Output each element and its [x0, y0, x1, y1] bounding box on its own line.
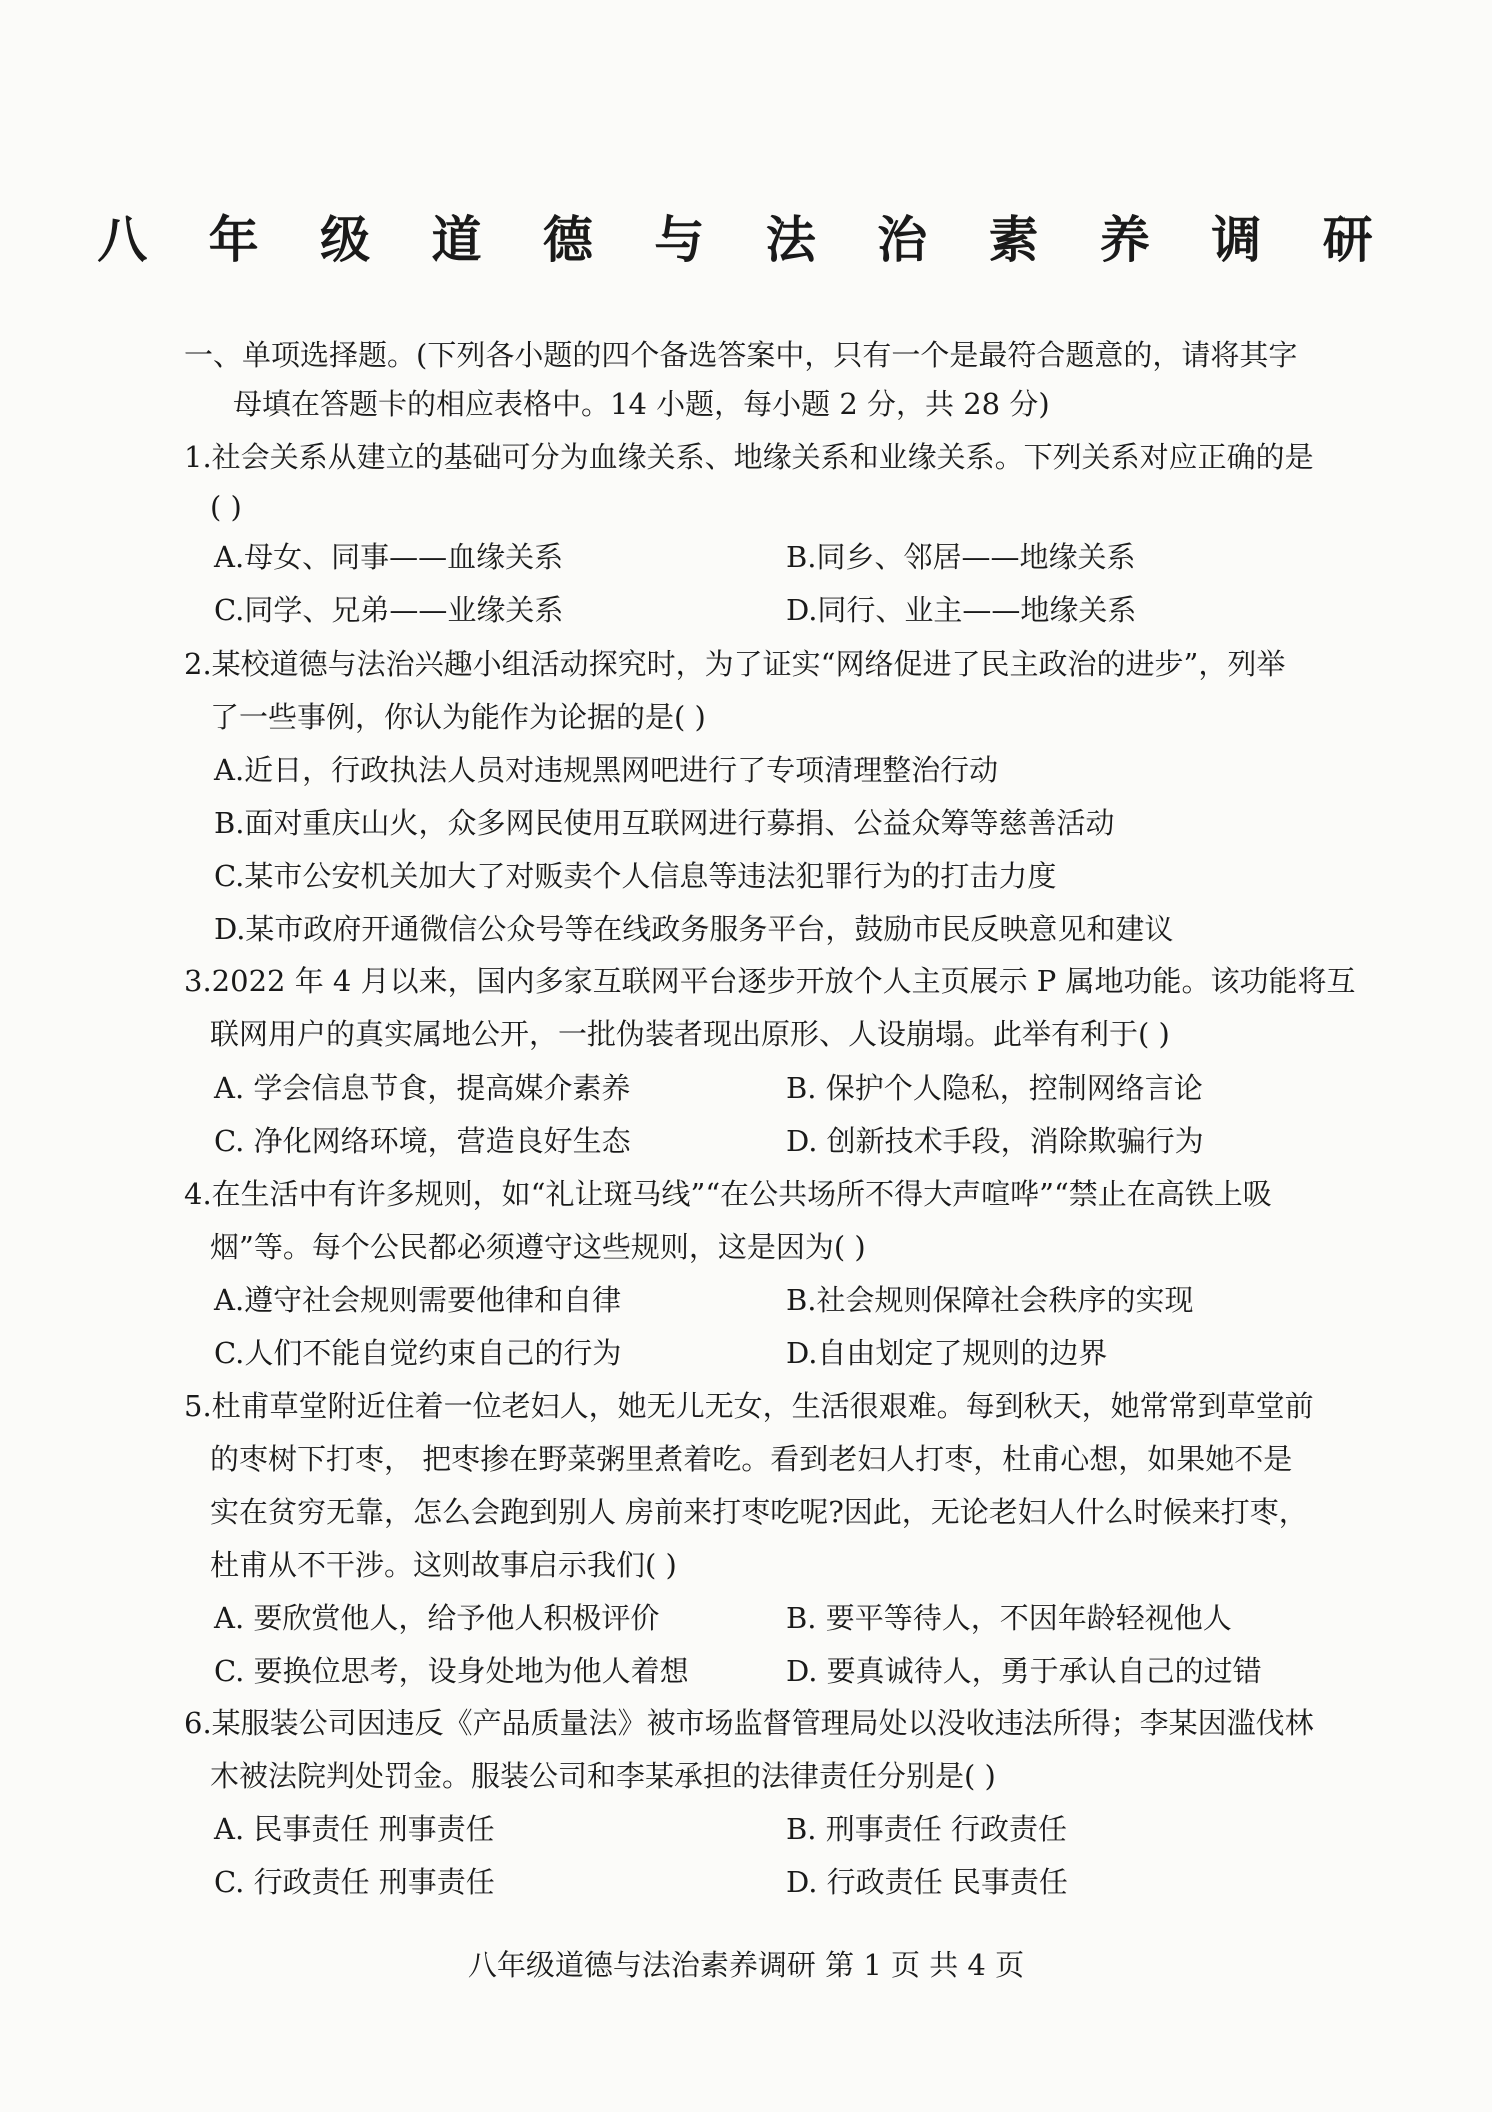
- q6-option-a: A. 民事责任 刑事责任: [214, 1812, 495, 1846]
- q3-option-d: D. 创新技术手段，消除欺骗行为: [786, 1124, 1204, 1158]
- question-2-line-1: 2.某校道德与法治兴趣小组活动探究时，为了证实“网络促进了民主政治的进步”，列举: [184, 647, 1286, 681]
- page-footer: 八年级道德与法治素养调研 第 1 页 共 4 页: [467, 1948, 1025, 1982]
- q3-option-b: B. 保护个人隐私，控制网络言论: [786, 1071, 1203, 1105]
- q4-option-c: C.人们不能自觉约束自己的行为: [214, 1336, 622, 1370]
- question-4-line-2: 烟”等。每个公民都必须遵守这些规则，这是因为( ): [210, 1230, 866, 1264]
- q4-option-d: D.自由划定了规则的边界: [786, 1336, 1108, 1370]
- question-3-line-2: 联网用户的真实属地公开，一批伪装者现出原形、人设崩塌。此举有利于( ): [210, 1017, 1170, 1051]
- question-1-line-1: 1.社会关系从建立的基础可分为血缘关系、地缘关系和业缘关系。下列关系对应正确的是: [184, 440, 1314, 474]
- q5-option-a: A. 要欣赏他人，给予他人积极评价: [214, 1601, 660, 1635]
- question-5-line-4: 杜甫从不干涉。这则故事启示我们( ): [210, 1548, 677, 1582]
- question-6-line-1: 6.某服装公司因违反《产品质量法》被市场监督管理局处以没收违法所得；李某因滥伐林: [184, 1706, 1314, 1740]
- q5-option-b: B. 要平等待人，不因年龄轻视他人: [786, 1601, 1232, 1635]
- q6-option-d: D. 行政责任 民事责任: [786, 1865, 1068, 1899]
- q2-option-d: D.某市政府开通微信公众号等在线政务服务平台，鼓励市民反映意见和建议: [214, 912, 1174, 946]
- q6-option-c: C. 行政责任 刑事责任: [214, 1865, 495, 1899]
- q4-option-b: B.社会规则保障社会秩序的实现: [786, 1283, 1194, 1317]
- question-6-line-2: 木被法院判处罚金。服装公司和李某承担的法律责任分别是( ): [210, 1759, 996, 1793]
- question-5-line-3: 实在贫穷无靠，怎么会跑到别人 房前来打枣吃呢?因此，无论老妇人什么时候来打枣，: [210, 1495, 1308, 1529]
- q3-option-a: A. 学会信息节食，提高媒介素养: [214, 1071, 631, 1105]
- question-2-line-2: 了一些事例，你认为能作为论据的是( ): [210, 700, 706, 734]
- page-title: 八 年 级 道 德 与 法 治 素 养 调 研: [97, 211, 1395, 269]
- section-heading: 一、单项选择题。(下列各小题的四个备选答案中，只有一个是最符合题意的，请将其字: [184, 338, 1298, 372]
- q4-option-a: A.遵守社会规则需要他律和自律: [214, 1283, 622, 1317]
- q5-option-d: D. 要真诚待人，勇于承认自己的过错: [786, 1654, 1262, 1688]
- question-1-line-2: ( ): [210, 490, 242, 524]
- q3-option-c: C. 净化网络环境，营造良好生态: [214, 1124, 631, 1158]
- q1-option-b: B.同乡、邻居——地缘关系: [786, 540, 1136, 574]
- q1-option-c: C.同学、兄弟——业缘关系: [214, 593, 564, 627]
- q2-option-a: A.近日，行政执法人员对违规黑网吧进行了专项清理整治行动: [214, 753, 999, 787]
- q1-option-a: A.母女、同事——血缘关系: [214, 540, 564, 574]
- q5-option-c: C. 要换位思考，设身处地为他人着想: [214, 1654, 689, 1688]
- q6-option-b: B. 刑事责任 行政责任: [786, 1812, 1067, 1846]
- section-heading-cont: 母填在答题卡的相应表格中。14 小题，每小题 2 分，共 28 分): [233, 387, 1050, 421]
- question-5-line-2: 的枣树下打枣， 把枣掺在野菜粥里煮着吃。看到老妇人打枣，杜甫心想，如果她不是: [210, 1442, 1293, 1476]
- question-5-line-1: 5.杜甫草堂附近住着一位老妇人，她无儿无女，生活很艰难。每到秋天，她常常到草堂前: [184, 1389, 1314, 1423]
- q2-option-c: C.某市公安机关加大了对贩卖个人信息等违法犯罪行为的打击力度: [214, 859, 1057, 893]
- question-4-line-1: 4.在生活中有许多规则，如“礼让斑马线”“在公共场所不得大声喧哗”“禁止在高铁上吸: [184, 1177, 1272, 1211]
- q2-option-b: B.面对重庆山火，众多网民使用互联网进行募捐、公益众筹等慈善活动: [214, 806, 1115, 840]
- q1-option-d: D.同行、业主——地缘关系: [786, 593, 1137, 627]
- question-3-line-1: 3.2022 年 4 月以来，国内多家互联网平台逐步开放个人主页展示 P 属地功能。该功能将互: [184, 964, 1356, 998]
